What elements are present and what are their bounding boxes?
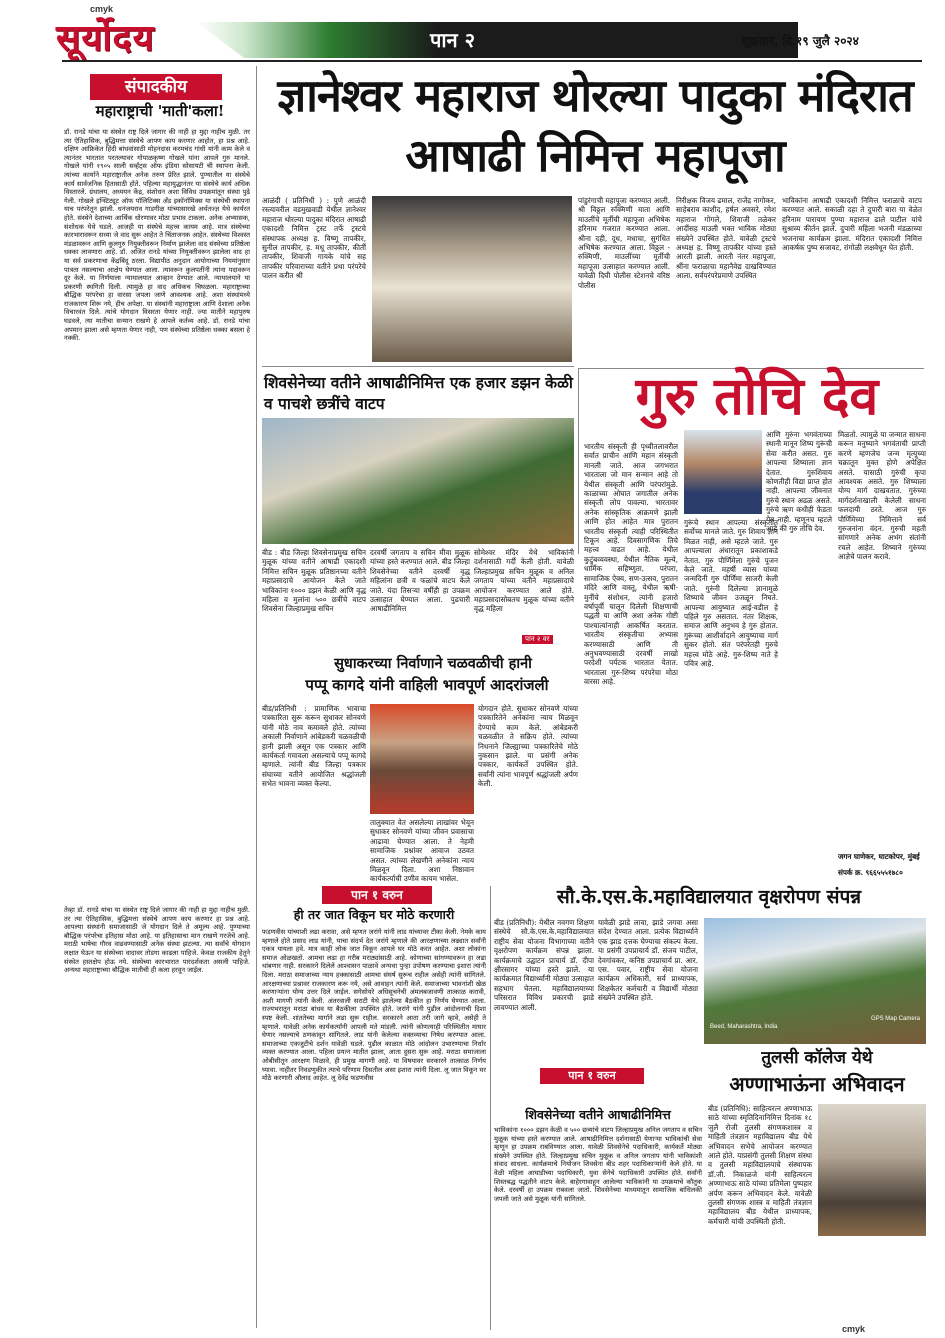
lead-col-1: आळंदी ( प्रतिनिधी ) : पुणे आळंदी रस्त्यावरील वडमुखवाडी येथील ज्ञानेश्वर महाराज थोरल्या पादुका मंदिरात आषाढी एकादशी निमित्त ट्रस्ट तर्फे ट्रस्टचे संस्थापक अध्यक्ष ह. विष्णू तापकीर, सुनील तापकीर, ह. मधू तापकीर, कीर्ती तापकीर, शिवाजी गायके यांचे सह तापकीर परिवाराच्या वतीने प्रथा परंपरेचे पालन करीत श्री bbox=[262, 196, 366, 281]
shivsena-bottom-tag: पान १ वरुन bbox=[540, 1068, 644, 1084]
cmyk-mark-top: cmyk bbox=[90, 4, 114, 14]
shivsena-headline: शिवसेनेच्या वतीने आषाढीनिमित्त एक हजार डझन केळी व पाचशे छत्रींचे वाटप bbox=[264, 373, 573, 413]
sudhakar-col-2: तालुक्यात वेत असलेल्या लाखांवर भेयून सुधाकर सोनवणे यांच्या जीवन प्रवासाचा आढावा घेण्यात आला. ते नेहमी सामाजिक प्रश्नांवर आवाज उठवत असत. त्यांच्या लेखणीने अनेकांना न्याय मिळवून दिला. अशा निष्ठावान कार्यकर्त्याची उणीव कायम भासेल. bbox=[370, 818, 474, 884]
photo-overlay-brand: GPS Map Camera bbox=[870, 1016, 920, 1022]
lead-bottom-rule bbox=[262, 366, 574, 367]
photo-overlay-location: Beed, Maharashtra, India bbox=[710, 1024, 778, 1030]
sudhakar-col-1: बीड/प्रतिनिधी : प्रामाणिक भावाचा पत्रकारिता सुरू करून सुधाकर सोनवणे यांनी मोठे नाव कमावले होते. त्यांच्या अकाली निर्वाणाने आंबेडकरी चळवळीची हानी झाली असून एक पत्रकार आणि कार्यकर्ता गमावला असल्याचे पप्पू कागदे म्हणाले. त्यांनी बीड जिल्हा पत्रकार संघाच्या वतीने आयोजित श्रद्धांजली सभेत भावना व्यक्त केल्या. bbox=[262, 704, 366, 789]
cmyk-mark-bottom: cmyk bbox=[842, 1324, 866, 1334]
shivsena-col-2: दरवर्षी जगताप व सचिन मीवा मुळूक यांच्या हस्ते करण्यात आले. बीड जिल्हा शिवसेनेच्या वतीने दरवर्षी वृद्ध महिलांना छत्री व फळांचे वाटप केले जाते. यंदा तिसऱ्या वर्षीही हा उपक्रम उत्साहात घेण्यात आला. पुढचारी आषाढीनिमित्त bbox=[370, 548, 470, 614]
lead-photo-temple bbox=[372, 196, 572, 362]
college-col-2: यावेळी झाडे लावा, झाडे जगवा असा संदेश देण्यात आला. प्रत्येक विद्यार्थ्याने एक झाड दत्तक घेण्याचा संकल्प केला. या प्रसंगी उपप्राचार्य डॉ. संजय पाटील, देवगांवकर, कनिष्ठ उपप्राचार्य प्रा. आर. एस. पवार, राष्ट्रीय सेवा योजना कार्यक्रम अधिकारी, सर्व प्राध्यापक, शिक्षकेतर कर्मचारी व विद्यार्थी मोठ्या संख्येने उपस्थित होते. bbox=[598, 918, 698, 1003]
editorial-column-rule bbox=[256, 66, 257, 1328]
college-col-1: बीड (प्रतिनिधी): येथील नवगण शिक्षण संस्थेचे सौ.के.एस.के.महाविद्यालयात राष्ट्रीय सेवा योजना विभागाच्या वतीने वृक्षरोपण कार्यक्रम संपन्न झाला. कार्यक्रमाचे उद्घाटन प्राचार्य डॉ. दीपा क्षीरसागर यांच्या हस्ते झाले. या कार्यक्रमात विद्यार्थ्यांनी मोठ्या उत्साहात सहभाग घेतला. महाविद्यालयाच्या परिसरात विविध प्रकारची झाडे लावण्यात आली. bbox=[494, 918, 594, 1012]
masthead-band bbox=[196, 22, 798, 58]
college-headline: सौ.के.एस.के.महाविद्यालयात वृक्षरोपण संपन्न bbox=[556, 886, 862, 908]
shivsena-jump-tag[interactable]: पान २ वर bbox=[522, 635, 553, 644]
editorial-badge: संपादकीय bbox=[90, 74, 222, 100]
guru-contact: संपर्क क्र. ९६६५५५१७८० bbox=[838, 868, 903, 877]
tulsi-photo bbox=[818, 1104, 926, 1236]
editorial-body-continued: तेव्हा डॉ. रानडे यांचा या संस्थेत राष्ट्र दिले जागार की नाही हा मुद्दा नाहीच मुळी. तर त्या ऐतिहासिक, बुद्धिमत्ता संस्थेचे आपण काय करणार हा प्रश्न आहे. आपल्या संस्थांनी समाजासाठी जे योगदान दिले ते अमूल्य आहे. पुण्याच्या बौद्धिक परंपरेचा इतिहास मोठा आहे. या इतिहासाचा मान राखणे गरजेचे आहे. मराठी भाषेचा गौरव वाढवण्यासाठी अनेक संस्था झटल्या. त्या सर्वांचे योगदान लक्षात घेऊन या संस्थेच्या वादावर तोडगा काढला पाहिजे. केवळ राजकीय हेतूने संस्थेत हस्तक्षेप होऊ नये. संस्थेच्या कारभारात पारदर्शकता असली पाहिजे. अन्यथा महाराष्ट्राच्या बौद्धिक मातीची ही कला हरवून जाईल. bbox=[64, 906, 250, 975]
lead-col-4: भाविकांना आषाढी एकादशी निमित्त फराळाचे वाटप करण्यात आले. सकाळी दहा ते दुपारी बारा या वेळेत हरिनाम पारायण पुण्या महाराज ढाले पाटील यांचे सुश्राव्य कीर्तन झाले. दुपारी महिला भजनी मंडळाच्या भजनाचा कार्यक्रम झाला. मंदिरात एकादशी निमित्त आकर्षक पुष्प सजावट, रांगोळी लक्षवेधून घेत होती. bbox=[782, 196, 922, 253]
guru-col-1: भारतीय संस्कृती ही पृथ्वीतलावरील सर्वात प्राचीन आणि महान संस्कृती मानली जाते. आज जगभरात भारताला जो मान सन्मान आहे तो येथील संस्कृती आणि परंपरांमुळे. काळाच्या ओघात जगातील अनेक संस्कृती लोप पावल्या. भारतावर अनेक सांस्कृतिक आक्रमणे झाली आणि होत आहेत मात्र पुरातन भारतीय संस्कृती त्याही परिस्थितीत टिकून आहे. दिवसागणिक तिचे महत्त्व वाढत आहे. येथील कुटुंबव्यवस्था, येथील नैतिक मूल्ये, धार्मिक सहिष्णुता, परंपरा, सामाजिक ऐक्य, सण-उत्सव, पुरातन मंदिरे आणि वास्तू, येथील ऋषी-मुनींचे संशोधन, त्यांनी हजारो वर्षापूर्वी चालून दिलेली शिक्षणाची पद्धती या आणि अशा अनेक गोष्टी पाश्चात्यांनाही आकर्षित करतात. भारतीय संस्कृतीचा अभ्यास करण्यासाठी आणि ती अनुभवण्यासाठी दरवर्षी लाखो परदेशी पर्यटक भारतात येतात. भारताला गुरु-शिष्य परंपरेचा मोठा वारसा आहे. bbox=[584, 442, 678, 687]
tari-jat-rule bbox=[490, 886, 491, 1330]
guru-col-3: आणि गुरुंना भगवंताच्या स्थानी मानून शिष्य गुरूंची सेवा करीत असत. गुरु आपल्या शिष्याला ज्ञान देतात. गुरुशिवाय कोणतीही विद्या प्राप्त होत नाही. आपल्या जीवनात गुरुंचे स्थान अढळ असते. गुरुंचे ऋण कधीही फेडता येत नाही. म्हणूनच म्हटले आहे की गुरु तोचि देव. bbox=[766, 430, 832, 534]
guru-headline: गुरु तोचि देव bbox=[635, 366, 879, 427]
shivsena-photo bbox=[262, 418, 574, 544]
sudhakar-portrait bbox=[370, 704, 474, 814]
lead-col-3: निरीक्षक विजय ढमाल, राजेंद्र नागोकर, साहेबराव काशीद, हर्षल अवसरे, रमेश महाराज गोगले, शिवाजी तळेकर आदींसह माउली भक्त भाविक मोठ्या संख्येने उपस्थित होते. यावेळी ट्रस्टचे अध्यक्ष ह. विष्णू तापकीर यांच्या हस्ते आरती झाली. आरती नंतर महापूजा, श्रींना फराळाचा महानैवेद्य दाखविण्यात आला. सर्वपरंपरेप्रमाणे उपस्थित bbox=[676, 196, 776, 281]
editorial-body: डॉ. रानडे यांचा या संस्थेत राष्ट्र दिले जागार की नाही हा मुद्दा नाहीच मुळी. तर त्या ऐतिहासिक, बुद्धिमत्ता संस्थेचे आपण काय करणार आहोत, हा प्रश्न आहे. दक्षिण आफ्रिकेत हिंदी बांधवांसाठी मोहनदास करमचंद गांधी यांनी काम केले व त्यानंतर भारतात परतल्यावर गोपाळकृष्ण गोखले यांना आपले गुरु मानले. गोखले यांनी १९०५ साली सर्व्हंट्‌स ऑफ इंडिया सोसायटी ची स्थापना केली. त्यांच्या कार्याने महाराष्ट्रातील अनेक तरुण प्रेरित झाले. पुण्यातील या संस्थेचे कार्य सार्वजनिक हितासाठी होते. पहिल्या महायुद्धानंतर या संस्थेचे कार्य अधिक विस्तारले. ग्रंथालय, अध्ययन केंद्र, संशोधन अशा विविध उपक्रमांतून संस्था पुढे गेली. गोखले इन्स्टिट्यूट ऑफ पॉलिटिक्स अँड इकॉनॉमिक्स या संस्थेची स्थापना याच परंपरेतून झाली. धनंजयराव गाडगीळ यांच्यासारखे अर्थतज्ज्ञ येथे कार्यरत होते. संस्थेने देशाच्या आर्थिक धोरणावर मोठा प्रभाव टाकला. अनेक अभ्यासक, संशोधक येथे घडले. आजही या संस्थेचे महत्त्व कायम आहे. मात्र संस्थेच्या कारभारावरून सध्या जे वाद सुरू आहेत ते चिंताजनक आहेत. संस्थेच्या विश्वस्त मंडळावरून आणि कुलगुरु नियुक्तीवरून निर्माण झालेला वाद संस्थेच्या प्रतिष्ठेला धक्का लावणारा आहे. डॉ. अजित रानडे यांच्या नियुक्तीवरून झालेला वाद हा या सर्व प्रकरणाचा केंद्रबिंदू ठरला. विद्यापीठ अनुदान आयोगाच्या नियमांनुसार पात्रता नसल्याचा आक्षेप घेण्यात आला. त्यावरून कुलपतींनी त्यांना पदावरून दूर केले. या निर्णयाला न्यायालयात आव्हान देण्यात आले. न्यायालयाने या प्रकरणी स्थगिती दिली. त्यामुळे हा वाद अधिकच चिघळला. महाराष्ट्राच्या बौद्धिक परंपरेचा हा वारसा जपला जाणे आवश्यक आहे. अशा संस्थांमध्ये राजकारण शिरू नये, हीच अपेक्षा. या संस्थांनी महाराष्ट्राला आणि देशाला अनेक विचारवंत दिले. त्यांचे योगदान विसरता येणार नाही. ज्या मातीने महापुरुष घडवले, त्या मातीचा सन्मान राखणे हे आपले कर्तव्य आहे. डॉ. रानडे यांचा अपमान झाला असे म्हणता येणार नाही, पण संस्थेच्या प्रतिष्ठेला धक्का बसला हे नक्की. bbox=[64, 128, 250, 343]
guru-col-2: गुरूंचे स्थान आपल्या संस्कृतीत सर्वोच्च मानले जाते. गुरु शिवाय ज्ञान मिळत नाही, असे म्हटले जाते. गुरु आपल्याला अंधारातून प्रकाशाकडे नेतात. गुरु पौर्णिमेला गुरुंचे पूजन केले जाते. महर्षी व्यास यांच्या जन्मदिनी गुरु पौर्णिमा साजरी केली जाते. गुरुंनी दिलेल्या ज्ञानामुळे शिष्याचे जीवन उजळून निघते. आपल्या आयुष्यात आई-वडील हे पहिले गुरु असतात. नंतर शिक्षक, समाज आणि अनुभव हे गुरु होतात. गुरूंच्या आशीर्वादाने आयुष्याचा मार्ग सुकर होतो. संत परंपरेतही गुरुचे महत्त्व मोठे आहे. गुरु-शिष्य नाते हे पवित्र आहे. bbox=[684, 518, 778, 669]
guru-col-4: मिळतो. त्यामुळे या जन्मात साधना करून मनुष्याने भगवंताची प्राप्ती करणे म्हणजेच जन्म मृत्यूच्या चक्रातून मुक्त होणे अपेक्षित असते. यासाठी गुरुंची कृपा आवश्यक असते. गुरु शिष्याला योग्य मार्ग दाखवतात. गुरुंच्या मार्गदर्शनाखाली केलेली साधना फलदायी ठरते. आज गुरु पौर्णिमेच्या निमित्ताने सर्व गुरुजनांना वंदन. गुरुची महती सांगणारे अनेक अभंग संतांनी रचले आहेत. शिष्याने गुरुंच्या आज्ञेचे पालन करावे. bbox=[838, 430, 926, 562]
guru-author-photo bbox=[684, 430, 762, 514]
sudhakar-headline-1: सुधाकरच्या निर्वाणाने चळवळीची हानी bbox=[334, 655, 532, 672]
guru-left-rule bbox=[578, 368, 579, 554]
lead-col-2: पांडुरंगाची महापूजा करण्यात आली. श्री विठ्ठल रुक्मिणी माता आणि माउलींचे मूर्तीची महापूजा अभिषेक हरिनाम गजरात करण्यात आला. श्रीना दही, दूध, मधाचा, सुगंधित अभिषेक करण्यात आला. विठ्ठल - रुक्मिणी, माउलींच्या मूर्तीची महापूजा उत्साहात करण्यात आली. यावेळी दिघी पोलीस स्टेशनचे वरिष्ठ पोलीस bbox=[578, 196, 670, 290]
lead-headline: ज्ञानेश्वर महाराज थोरल्या पादुका मंदिरात आषाढी निमित्त महापूजा bbox=[277, 69, 913, 182]
guru-byline: जगन घाणेकर, घाटकोपर, मुंबई bbox=[838, 852, 920, 861]
tari-jat-body: फडणवीस यांच्याशी लढा करावा, असे म्हणत जरांगे यांनी लाड यांच्यावर टीका केली. नेमके काय म्हणाले होते प्रसाद लाड यांनी, याचा संदर्भ देत जरांगे म्हणाले की आरक्षणाच्या लढ्यात सर्वांनी एकत्र यायला हवे. मात्र काही लोक जात विकून आपले घर मोठे करत आहेत. अशा लोकांना समाज ओळखतो. आमचा लढा हा गरीब मराठ्यांसाठी आहे. कोणाच्या सांगण्यावरून हा लढा थांबणार नाही. सरकारने दिलेले आश्वासन पाळावे अन्यथा पुन्हा उपोषण करण्याचा इशारा त्यांनी दिला. मराठा समाजाच्या न्याय हक्कासाठी आमचा संघर्ष सुरूच राहील असेही त्यांनी सांगितले. आरक्षणाच्या प्रश्नावर राजकारण करू नये, असे आवाहन त्यांनी केले. समाजाच्या भावनांशी खेळ करणाऱ्यांना योग्य उत्तर दिले जाईल. सगेसोयरे अधिसूचनेची अंमलबजावणी तात्काळ करावी, अशी मागणी त्यांनी केली. अंतरवाली सराटी येथे झालेल्या बैठकीत हा निर्णय घेण्यात आला. राज्यभरातून मराठा बांधव या बैठकीला उपस्थित होते. जरांगे यांनी पुढील आंदोलनाची दिशा स्पष्ट केली. शांततेच्या मार्गाने लढा सुरू राहील. सरकारने आता तरी जागे व्हावे, असेही ते म्हणाले. यावेळी अनेक कार्यकर्त्यांनी आपली मते मांडली. त्यांनी कोणत्याही परिस्थितीत माघार घेणार नसल्याचे ठणकावून सांगितले. लाड यांनी केलेल्या वक्तव्याचा निषेध करण्यात आला. समाजाच्या एकजुटीचे दर्शन यावेळी घडले. पुढील काळात मोठे आंदोलन उभारण्याचा निर्धार व्यक्त करण्यात आला. पहिला प्रयत्न मातीत झाला, आता दुसरा सुरू आहे. मराठा समाजाला ओबीसीतून आरक्षण मिळावे, ही प्रमुख मागणी आहे. या विषयावर सरकारने तात्काळ निर्णय घ्यावा. नाहीतर निवडणुकीत त्याचे परिणाम दिसतील असा इशारा त्यांनी दिला. लू जात विकून घर मोठे करणारी औलाद आहेत. लू देवेंद्र फडणवीस bbox=[262, 928, 486, 1083]
tulsi-headline-2: अण्णाभाऊंना अभिवादन bbox=[729, 1072, 905, 1096]
page-label: पान २ bbox=[430, 28, 476, 52]
sudhakar-headline-2: पप्पू कागदे यांनी वाहिली भावपूर्ण आदरांजली bbox=[305, 676, 549, 694]
tulsi-headline-1: तुलसी कॉलेज येथे bbox=[761, 1048, 873, 1068]
tari-jat-tag: पान १ वरुन bbox=[322, 886, 432, 904]
shivsena-bottom-headline: शिवसेनेच्या वतीने आषाढीनिमित्त bbox=[525, 1107, 671, 1122]
shivsena-col-1: बीड : बीड जिल्हा शिवसेनाप्रमुख सचिन मुळूक यांच्या वतीने आषाढी एकादशी निमित्त सचिन मुळूक प्रतिष्ठानच्या वतीने महाप्रसादाचे आयोजन केले जाते भाविकांना १००० डझन केळी आणि वृद्ध महिला व मुलांना ५०० छत्रींचे वाटप शिवसेना जिल्हाप्रमुख सचिन bbox=[262, 548, 366, 614]
shivsena-bottom-body: भाविकांना १००० डझन केळी व ५०० छत्र्यांचे वाटप जिल्हाप्रमुख अनिल जगताप व सचिन मुळूक यांच्या हस्ते करण्यात आले. आषाढीनिमित्त दर्शनासाठी येणाऱ्या भाविकांची सेवा म्हणून हा उपक्रम राबविण्यात आला. यावेळी शिवसेनेचे पदाधिकारी, कार्यकर्ते मोठ्या संख्येने उपस्थित होते. जिल्हाप्रमुख सचिन मुळूक व अनिल जगताप यांनी भाविकांशी संवाद साधला. कार्यक्रमाचे नियोजन शिवसेना बीड शहर पदाधिकाऱ्यांनी केले होते. या वेळी महिला आघाडीच्या पदाधिकारी, युवा सेनेचे पदाधिकारी उपस्थित होते. सर्वांनी शिस्तबद्ध पद्धतीने वाटप केले. बाहेरगावाहून आलेल्या भाविकांनी या उपक्रमाचे कौतुक केले. दरवर्षी हा उपक्रम राबवला जातो. शिवसेनेच्या माध्यमातून सामाजिक बांधिलकी जपली जाते असे मुळूक यांनी सांगितले. bbox=[494, 1126, 702, 1203]
issue-date: शुक्रवार, दि.१९ जुलै २०२४ bbox=[742, 34, 859, 48]
editorial-title: महाराष्ट्राची 'माती'कला! bbox=[95, 102, 225, 120]
masthead-logo: सूर्योदय bbox=[56, 17, 155, 59]
masthead-rule bbox=[62, 60, 922, 62]
sudhakar-col-3: योगदान होते. सुधाकर सोनवणे यांच्या पत्रकारितेने अनेकांना न्याय मिळवून देण्याचे काम केले. आंबेडकरी चळवळीत ते सक्रिय होते. त्यांच्या निधनाने जिल्ह्याच्या पत्रकारितेचे मोठे नुकसान झाले. या प्रसंगी अनेक पत्रकार, कार्यकर्ते उपस्थित होते. सर्वांनी त्यांना भावपूर्ण श्रद्धांजली अर्पण केली. bbox=[478, 704, 578, 789]
shivsena-col-3: सोमेश्वर मंदिर येथे भाविकांनी दर्शनासाठी गर्दी केली होती. यावेळी जिल्हाप्रमुख सचिन मुळूक व अनिल जगताप यांच्या वतीने महाप्रसादाचे आयोजन करण्यात आले होते. महाप्रसादासोबतच मुळूक यांच्या वतीने वृद्ध महिला bbox=[474, 548, 574, 614]
college-photo bbox=[704, 918, 926, 1044]
tari-jat-headline: ही तर जात विकून घर मोठे करणारी bbox=[293, 907, 455, 922]
tulsi-body-1: बीड (प्रतिनिधि): साहित्यरत्न अण्णाभाऊ साठे यांच्या स्मृतिदिनानिमित्त दिनांक १८ जुलै रोजी तुलसी संगणकशास्त्र व माहिती तंत्रज्ञान महाविद्यालय बीड येथे अभिवादन सभेचे आयोजन करण्यात आले होते. याप्रसंगी तुलसी शिक्षण संस्था व तुलसी महाविद्यालयाचे संस्थापक डॉ.जी. निकाळजे यांनी साहित्यरत्न अण्णाभाऊ साठे यांच्या प्रतिमेला पुष्पहार अर्पण करून अभिवादन केले. यावेळी तुलसी संगणक शास्त्र व माहिती तंत्रज्ञान महाविद्यालय बीड येथील प्राध्यापक, कर्मचारी यांची उपस्थिती होती. bbox=[708, 1104, 812, 1226]
